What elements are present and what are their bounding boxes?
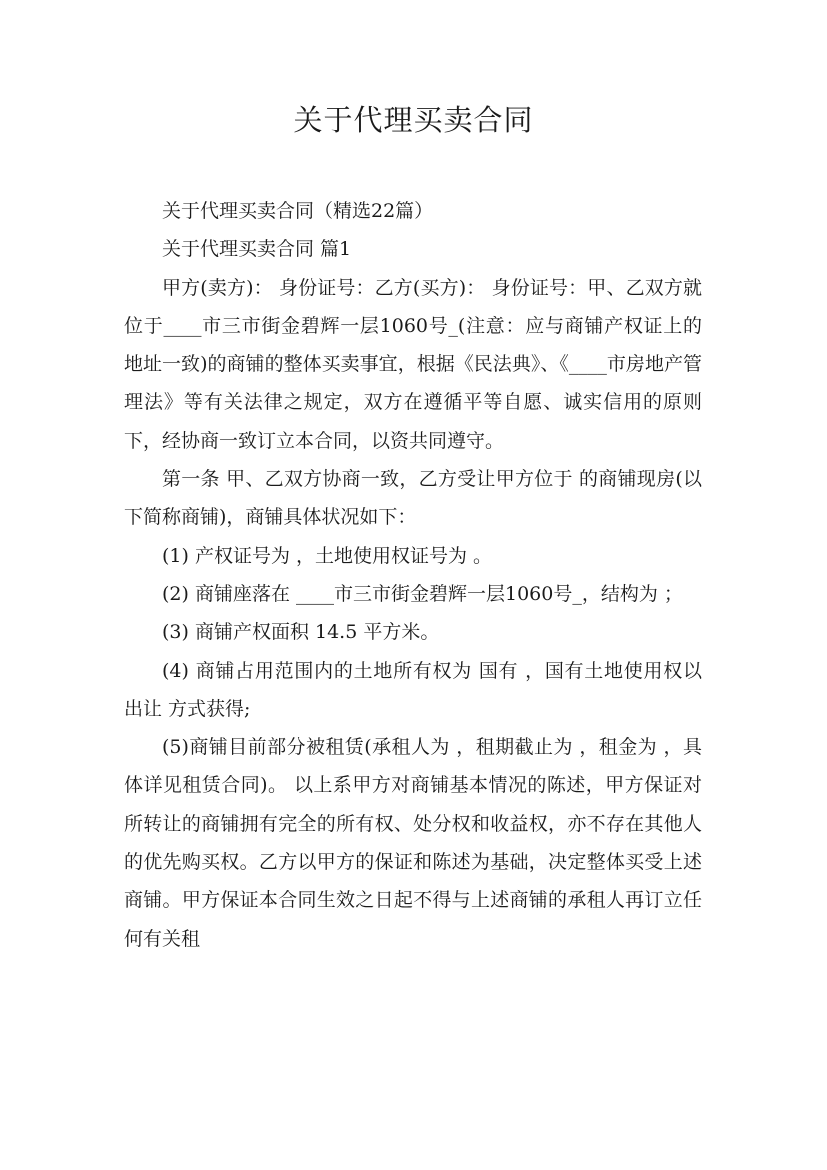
document-title: 关于代理买卖合同 xyxy=(293,103,534,137)
paragraph-parties: 甲方(卖方)： 身份证号：乙方(买方)： 身份证号：甲、乙双方就位于____市三市街金碧辉一层1060号_(注意：应与商铺产权证上的地址一致)的商铺的整体买卖事宜，根据《民法典》、《____市房地产管理法》等有关法律之规定，双方在遵循平等自愿、诚实信用的原则下，经协商一致订立本合同，以资共同遵守。 xyxy=(124,276,702,452)
paragraph-item-2: (2) 商铺座落在 ____市三市街金碧辉一层1060号_，结构为 ； xyxy=(162,582,683,605)
paragraph-article-one: 第一条 甲、乙双方协商一致，乙方受让甲方位于 的商铺现房(以下简称商铺)，商铺具体状况如下： xyxy=(124,468,702,529)
document-body xyxy=(124,192,702,958)
paragraph-item-3: (3) 商铺产权面积 14.5 平方米。 xyxy=(162,621,440,644)
paragraph-item-5: (5)商铺目前部分被租赁(承租人为 ，租期截止为 ，租金为 ，具体详见租赁合同)。 以上系甲方对商铺基本情况的陈述，甲方保证对所转让的商铺拥有完全的所有权、处分权和收益权，亦不存在其他人的优先购买权。乙方以甲方的保证和陈述为基础，决定整体买受上述商铺。甲方保证本合同生效之日起不得与上述商铺的承租人再订立任何有关租 xyxy=(124,736,702,950)
paragraph-item-1: (1) 产权证号为 ，土地使用权证号为 。 xyxy=(162,544,493,567)
paragraph-item-4: (4) 商铺占用范围内的土地所有权为 国有 ，国有土地使用权以 出让 方式获得; xyxy=(124,659,702,720)
paragraph-section-heading: 关于代理买卖合同 篇1 xyxy=(162,238,352,261)
paragraph-subtitle: 关于代理买卖合同（精选22篇） xyxy=(162,200,434,222)
